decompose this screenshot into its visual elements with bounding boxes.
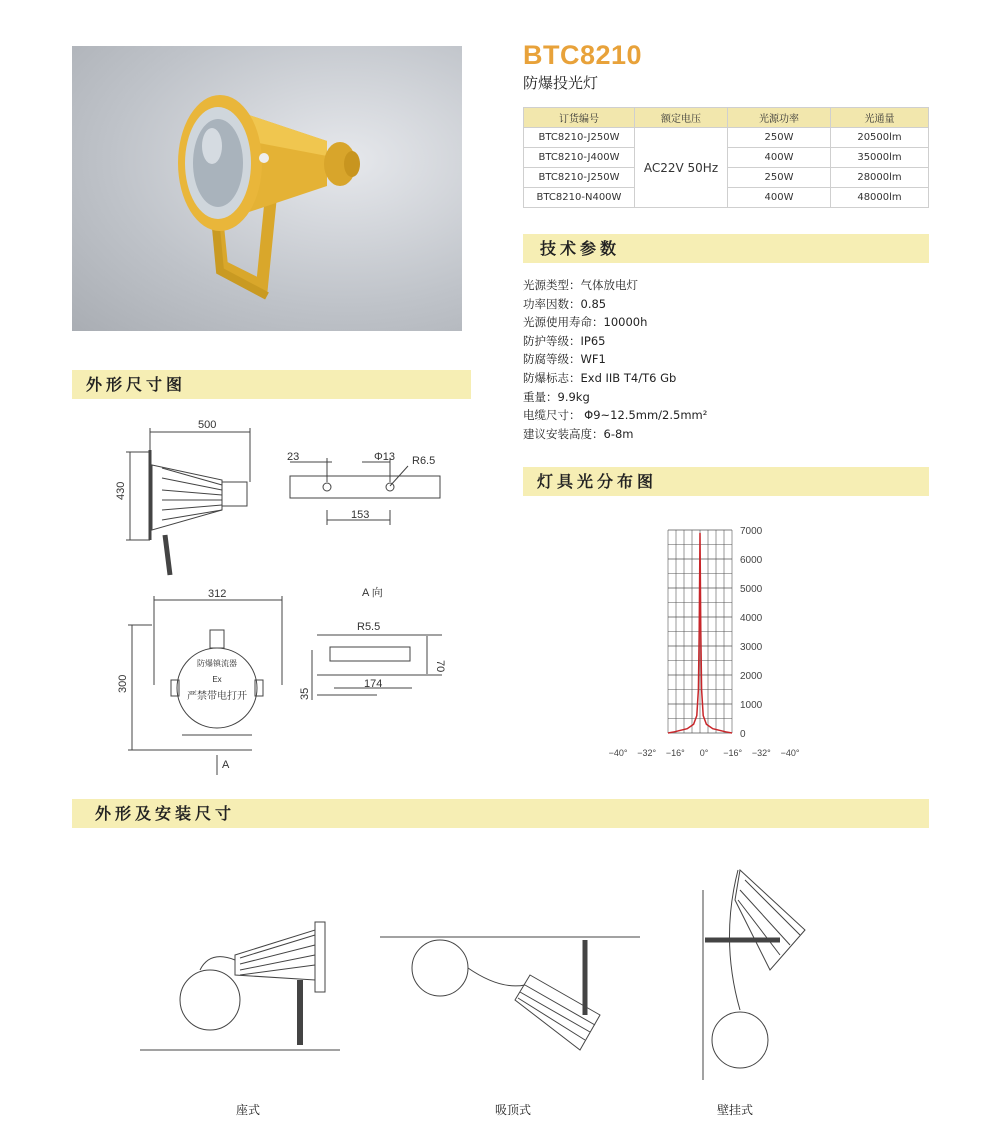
cell-power: 400W bbox=[728, 148, 831, 168]
spec-item: 建议安装高度：6-8m bbox=[523, 426, 634, 441]
cell-power: 400W bbox=[728, 188, 831, 208]
y-tick-label: 4000 bbox=[740, 613, 763, 624]
section-header-dimensions: 外形尺寸图 bbox=[72, 370, 471, 399]
cell-code: BTC8210-J250W bbox=[524, 128, 635, 148]
caption-wall-mount: 壁挂式 bbox=[717, 1103, 754, 1117]
table-row bbox=[524, 128, 929, 148]
y-tick-label: 5000 bbox=[740, 584, 763, 595]
light-distribution-chart bbox=[600, 520, 820, 765]
y-tick-label: 1000 bbox=[740, 700, 763, 711]
caption-ceiling-mount: 吸顶式 bbox=[495, 1103, 532, 1117]
section-header-tech: 技术参数 bbox=[523, 234, 929, 263]
dim-hole-dia: Φ13 bbox=[374, 451, 396, 463]
x-tick-label: −32° bbox=[637, 748, 657, 758]
cell-flux: 48000lm bbox=[831, 188, 929, 208]
dim-lamp-height: 430 bbox=[115, 481, 127, 500]
box-label-3: 严禁带电打开 bbox=[187, 691, 247, 702]
spec-item: 防爆标志：Exd IIB T4/T6 Gb bbox=[523, 370, 677, 385]
y-tick-label: 6000 bbox=[740, 555, 763, 566]
view-a-label: A 向 bbox=[362, 587, 383, 599]
spec-item: 防护等级：IP65 bbox=[523, 333, 606, 348]
caption-floor-mount: 座式 bbox=[236, 1103, 261, 1117]
spec-item: 光源类型：气体放电灯 bbox=[523, 278, 638, 292]
spec-item: 重量：9.9kg bbox=[523, 389, 590, 404]
y-tick-label: 7000 bbox=[740, 526, 763, 537]
cell-code: BTC8210-N400W bbox=[524, 188, 635, 208]
spec-item: 功率因数：0.85 bbox=[523, 296, 607, 311]
cell-voltage: AC22V 50Hz bbox=[635, 128, 728, 208]
cell-flux: 28000lm bbox=[831, 168, 929, 188]
header-order-code: 订货编号 bbox=[524, 108, 635, 128]
installation-drawing bbox=[140, 840, 860, 1090]
y-tick-label: 0 bbox=[740, 729, 746, 740]
cell-power: 250W bbox=[728, 128, 831, 148]
dim-hole-offset: 23 bbox=[287, 451, 300, 463]
order-table bbox=[523, 107, 929, 208]
header-voltage: 额定电压 bbox=[635, 108, 728, 128]
dim-lamp-length: 500 bbox=[198, 419, 217, 431]
section-header-distribution: 灯具光分布图 bbox=[523, 467, 929, 496]
dim-box-height: 300 bbox=[117, 674, 129, 693]
floodlight-image bbox=[72, 46, 462, 331]
spec-list bbox=[523, 276, 707, 443]
dim-hole-spacing: 153 bbox=[351, 509, 370, 521]
cell-flux: 20500lm bbox=[831, 128, 929, 148]
cell-code: BTC8210-J250W bbox=[524, 168, 635, 188]
dim-bracket-offset: 35 bbox=[299, 687, 311, 700]
x-tick-label: 0° bbox=[699, 748, 709, 758]
header-power: 光源功率 bbox=[728, 108, 831, 128]
y-tick-label: 3000 bbox=[740, 642, 763, 653]
spec-item: 光源使用寿命：10000h bbox=[523, 315, 648, 330]
dim-bracket-length: 174 bbox=[364, 678, 383, 690]
box-label-1: 防爆镇流器 bbox=[197, 659, 237, 668]
spec-item: 防腐等级：WF1 bbox=[523, 352, 606, 367]
dim-bracket-height: 70 bbox=[434, 660, 446, 673]
product-photo bbox=[72, 46, 462, 331]
cell-code: BTC8210-J400W bbox=[524, 148, 635, 168]
y-tick-label: 2000 bbox=[740, 671, 763, 682]
x-tick-label: −16° bbox=[665, 748, 685, 758]
x-tick-label: −40° bbox=[608, 748, 628, 758]
x-tick-label: −16° bbox=[723, 748, 743, 758]
x-tick-label: −32° bbox=[751, 748, 771, 758]
product-name: 防爆投光灯 bbox=[523, 74, 599, 92]
cell-flux: 35000lm bbox=[831, 148, 929, 168]
dimension-drawing bbox=[72, 410, 472, 780]
dim-radius-2: R5.5 bbox=[357, 621, 381, 633]
header-flux: 光通量 bbox=[831, 108, 929, 128]
section-header-installation: 外形及安装尺寸 bbox=[72, 799, 929, 828]
box-label-2: Ex bbox=[212, 675, 222, 684]
dim-box-width: 312 bbox=[208, 588, 227, 600]
cell-power: 250W bbox=[728, 168, 831, 188]
x-tick-label: −40° bbox=[780, 748, 800, 758]
dim-radius-1: R6.5 bbox=[412, 455, 436, 467]
view-a-marker: A bbox=[222, 759, 230, 771]
product-model: BTC8210 bbox=[523, 40, 643, 70]
spec-item: 电缆尺寸： Φ9~12.5mm/2.5mm² bbox=[523, 408, 708, 423]
